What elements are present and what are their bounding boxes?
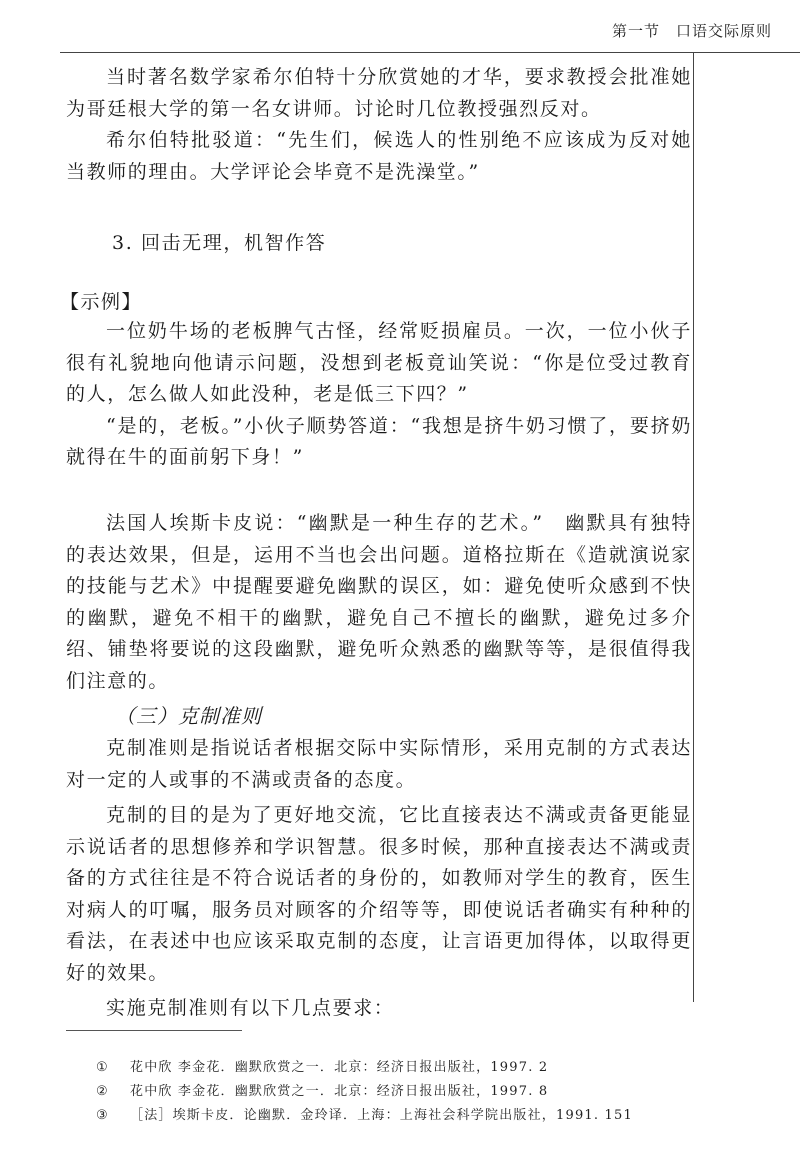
paragraph-dairy-boss: 一位奶牛场的老板脾气古怪，经常贬损雇员。一次，一位小伙子很有礼貌地向他请示问题，没想到老板竟讪笑说：“你是位受过教育的人，怎么做人如此没种，老是低三下四？” [66, 320, 692, 405]
section-heading-restraint: （三）克制准则 [115, 704, 262, 728]
footnote-number: ② [96, 1084, 109, 1099]
margin-rule [693, 52, 694, 1002]
example-label: 【示例】 [60, 291, 143, 313]
paragraph-restraint-purpose: 克制的目的是为了更好地交流，它比直接表达不满或责备更能显示说话者的思想修养和学识智慧。很多时候，那种直接表达不满或责备的方式往往是不符合说话者的身份的，如教师对学生的教育，医生对病人的叮嘱，服务员对顾客的介绍等等，即使说话者确实有种种的看法，在表述中也应该采取克制的态度，让言语更加得体，以取得更好的效果。 [66, 804, 692, 984]
footnote-3 [96, 1104, 633, 1123]
footnote-text: 花中欣 李金花．幽默欣赏之一．北京：经济日报出版社，1997. 8 [130, 1084, 549, 1099]
footnote-text: 花中欣 李金花．幽默欣赏之一．北京：经济日报出版社，1997. 2 [130, 1060, 549, 1075]
footnote-text: ［法］埃斯卡皮．论幽默．金玲译．上海：上海社会科学院出版社，1991. 151 [130, 1108, 633, 1123]
footnote-1 [96, 1056, 548, 1075]
footnote-number: ① [96, 1060, 109, 1075]
paragraph-block-4 [66, 733, 692, 1025]
header-rule [60, 52, 800, 53]
paragraph-block-2 [66, 316, 692, 474]
paragraph-block-1 [66, 62, 692, 188]
footnote-number: ③ [96, 1108, 109, 1123]
paragraph-hilbert-praise: 当时著名数学家希尔伯特十分欣赏她的才华，要求教授会批准她为哥廷根大学的第一名女讲师。讨论时几位教授强烈反对。 [66, 66, 692, 120]
running-header: 第一节 口语交际原则 [611, 22, 772, 40]
footnote-2 [96, 1080, 548, 1099]
paragraph-hilbert-rebuttal: 希尔伯特批驳道：“先生们，候选人的性别绝不应该成为反对她当教师的理由。大学评论会毕竟不是洗澡堂。” [66, 129, 692, 183]
paragraph-block-3 [66, 508, 692, 697]
footnote-rule [66, 1030, 242, 1031]
paragraph-restraint-definition: 克制准则是指说话者根据交际中实际情形，采用克制的方式表达对一定的人或事的不满或责备的态度。 [66, 737, 692, 791]
subheading-retort: 3. 回击无理，机智作答 [112, 232, 327, 254]
paragraph-restraint-requirements: 实施克制准则有以下几点要求： [106, 997, 395, 1019]
paragraph-young-man-reply: “是的，老板。”小伙子顺势答道：“我想是挤牛奶习惯了，要挤奶就得在牛的面前躬下身！” [66, 414, 692, 468]
paragraph-humor-art: 法国人埃斯卡皮说：“幽默是一种生存的艺术。” 幽默具有独特的表达效果，但是，运用不当也会出问题。道格拉斯在《造就演说家的技能与艺术》中提醒要避免幽默的误区，如：避免使听众感到不快的幽默，避免不相干的幽默，避免自己不擅长的幽默，避免过多介绍、铺垫将要说的这段幽默，避免听众熟悉的幽默等等，是很值得我们注意的。 [66, 512, 692, 692]
